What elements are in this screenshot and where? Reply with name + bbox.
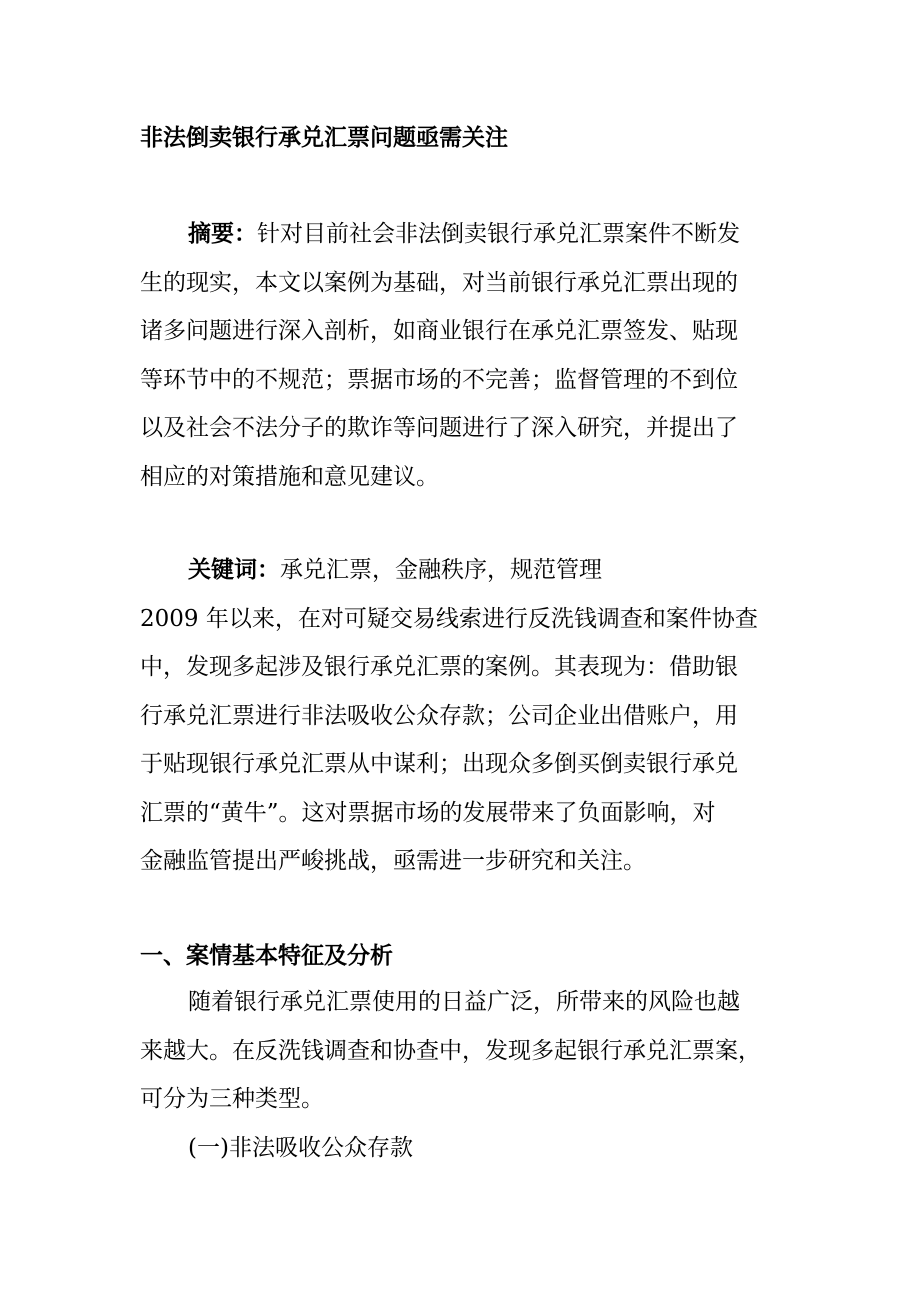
intro-line: 汇票的“黄牛”。这对票据市场的发展带来了负面影响，对 bbox=[140, 799, 716, 826]
section-line: 来越大。在反洗钱调查和协查中，发现多起银行承兑汇票案， bbox=[140, 1037, 761, 1064]
abstract-text: 针对目前社会非法倒卖银行承兑汇票案件不断发 bbox=[257, 221, 740, 247]
document-title: 非法倒卖银行承兑汇票问题亟需关注 bbox=[140, 124, 508, 151]
intro-line: 2009 年以来，在对可疑交易线索进行反洗钱调查和案件协查 bbox=[140, 605, 758, 632]
keywords-line bbox=[140, 546, 785, 595]
section-line: 可分为三种类型。 bbox=[140, 1086, 324, 1112]
abstract-label: 摘要： bbox=[188, 220, 257, 247]
intro-line: 于贴现银行承兑汇票从中谋利；出现众多倒买倒卖银行承兑 bbox=[140, 751, 738, 777]
section-line: 随着银行承兑汇票使用的日益广泛，所带来的风险也越 bbox=[188, 989, 740, 1015]
abstract-paragraph bbox=[140, 210, 785, 501]
intro-line: 中，发现多起涉及银行承兑汇票的案例。其表现为：借助银 bbox=[140, 654, 738, 680]
abstract-line: 以及社会不法分子的欺诈等问题进行了深入研究，并提出了 bbox=[140, 415, 738, 441]
abstract-line: 等环节中的不规范；票据市场的不完善；监督管理的不到位 bbox=[140, 366, 738, 393]
intro-line: 行承兑汇票进行非法吸收公众存款；公司企业出借账户，用 bbox=[140, 702, 738, 729]
section-paragraph bbox=[140, 978, 785, 1172]
intro-line: 金融监管提出严峻挑战，亟需进一步研究和关注。 bbox=[140, 848, 646, 874]
keywords-label: 关键词： bbox=[188, 556, 280, 583]
keywords-text: 承兑汇票，金融秩序，规范管理 bbox=[280, 557, 602, 583]
abstract-line: 诸多问题进行深入剖析，如商业银行在承兑汇票签发、贴现 bbox=[140, 318, 738, 344]
abstract-line: 相应的对策措施和意见建议。 bbox=[140, 463, 439, 490]
subsection-heading: (一)非法吸收公众存款 bbox=[188, 1134, 413, 1161]
abstract-line bbox=[140, 210, 785, 259]
section-heading: 一、案情基本特征及分析 bbox=[140, 942, 393, 969]
abstract-line: 生的现实，本文以案例为基础，对当前银行承兑汇票出现的 bbox=[140, 269, 738, 296]
keywords-and-intro bbox=[140, 546, 785, 886]
